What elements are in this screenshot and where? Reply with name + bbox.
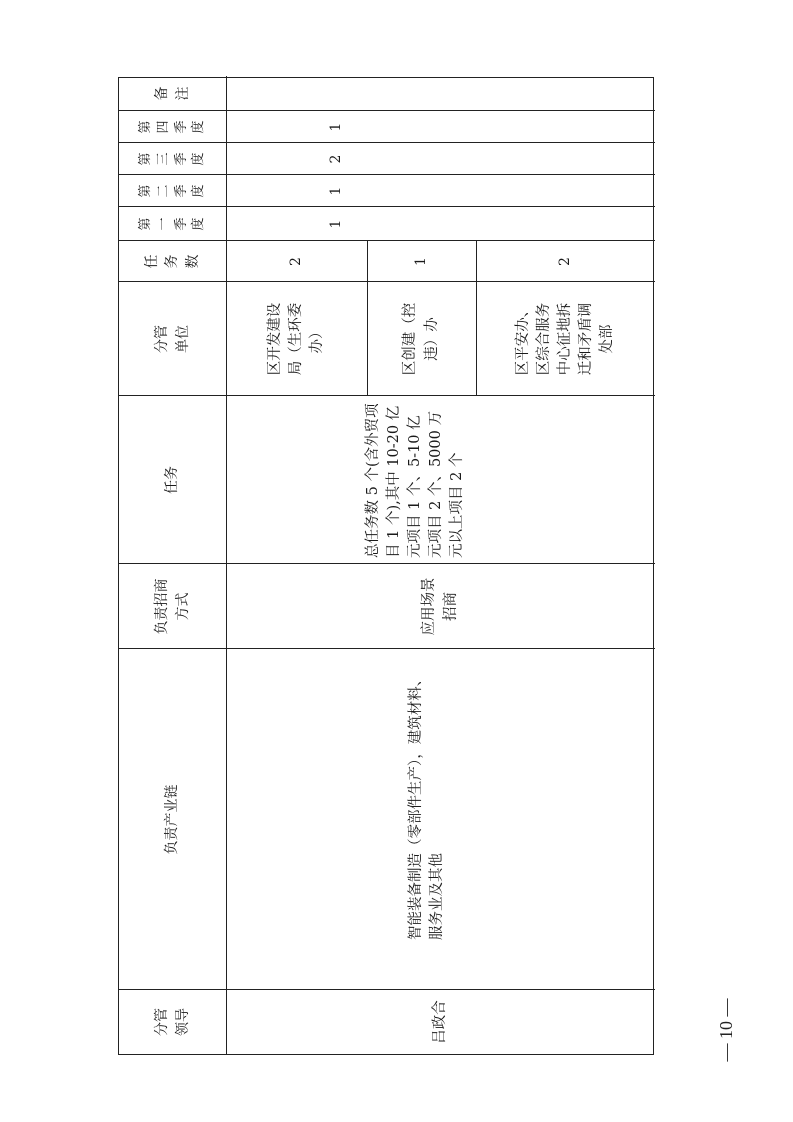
cell-unit-1: 区开发建设局（生环委办） [266, 302, 325, 376]
header-q2: 第 二 季 度 [138, 184, 207, 198]
cell-q2: 1 [328, 186, 344, 196]
cell-q4: 1 [328, 122, 344, 132]
header-method: 负责招商 方式 [154, 578, 191, 635]
header-unit: 分管 单位 [154, 325, 191, 353]
cell-unit-3: 区平安办、区综合服务中心征地拆迁和矛盾调处部 [514, 302, 616, 376]
cell-leader: 吕政合 [431, 1000, 448, 1044]
header-leader: 分管 领导 [154, 1008, 191, 1036]
cell-unit-2: 区创建（控违）办 [402, 302, 440, 376]
header-task-count: 任 务 数 [144, 254, 201, 269]
page-number: — 10 — [715, 998, 736, 1062]
header-industry-chain: 负责产业链 [164, 784, 181, 855]
header-remark: 备 注 [154, 86, 191, 101]
task-table [118, 77, 654, 1055]
header-q3: 第 三 季 度 [138, 152, 207, 166]
rotated-table-container [118, 77, 654, 1055]
header-q4: 第 四 季 度 [138, 120, 207, 134]
cell-task-count-1: 2 [288, 257, 305, 266]
header-q1: 第 一 季 度 [138, 217, 207, 231]
cell-task-count-2: 1 [413, 257, 430, 266]
cell-industry-chain: 智能装备制造（零部件生产），建筑材料、服务业及其他 [408, 671, 446, 940]
cell-task-count-3: 2 [557, 257, 574, 266]
cell-q1: 1 [328, 219, 344, 229]
cell-method: 应用场景 招商 [421, 577, 459, 636]
cell-remark [226, 76, 655, 111]
header-task: 任务 [164, 466, 181, 494]
cell-task: 总任务数 5 个(含外贸项目 1 个),其中 10-20 亿元项目 1 个、5-10 亿元项目 2 个、5000 万元以上项目 2 个 [365, 403, 466, 558]
cell-q3: 2 [328, 154, 344, 164]
